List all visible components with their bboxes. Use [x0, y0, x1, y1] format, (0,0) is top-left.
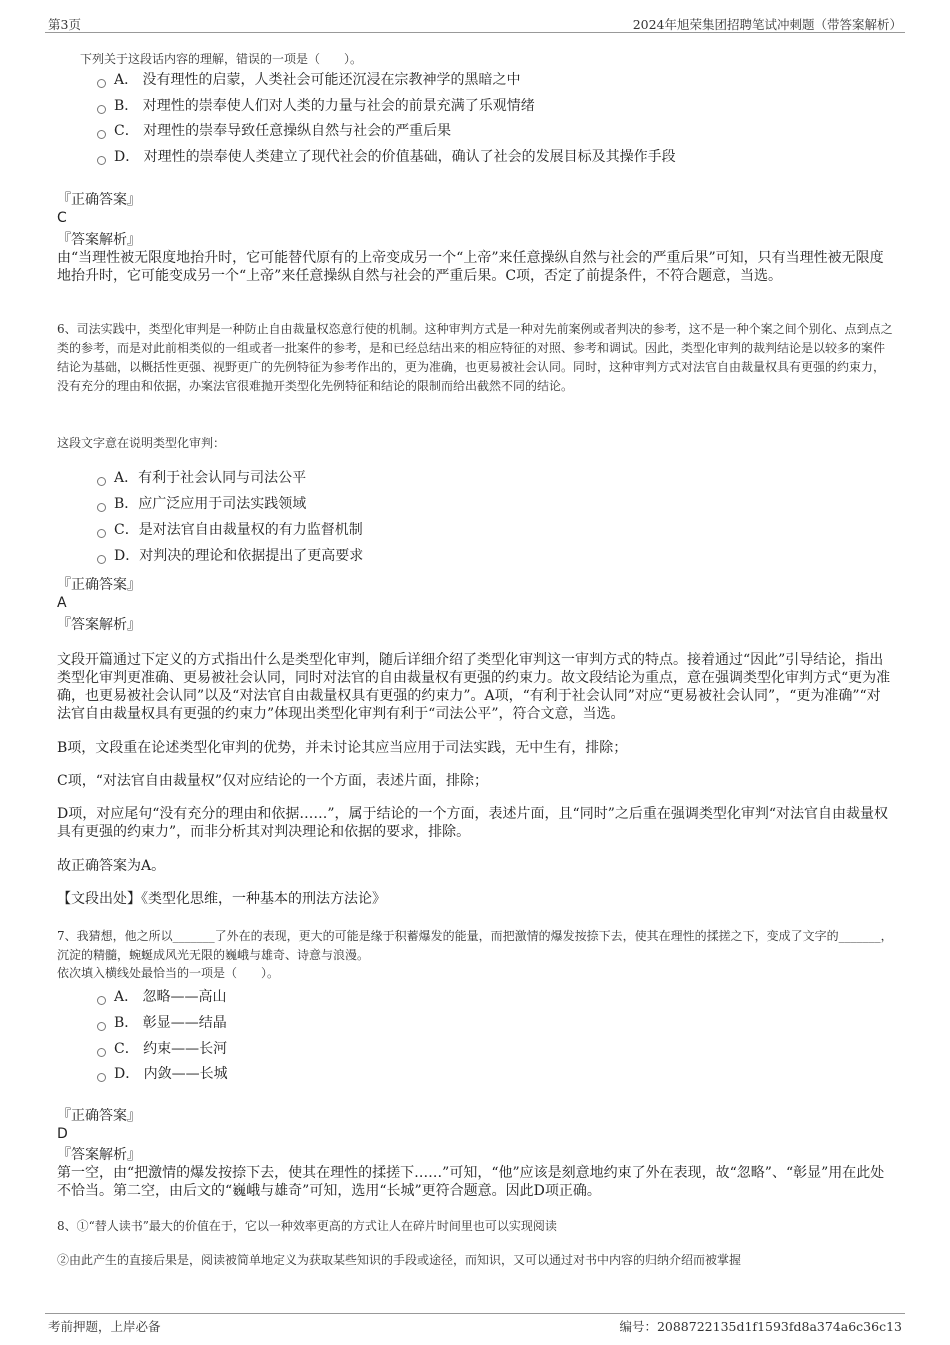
- q5-question: 下列关于这段话内容的理解，错误的一项是（ ）。: [80, 52, 363, 66]
- q6-source: 【文段出处】《类型化思维，一种基本的刑法方法论》: [57, 891, 386, 907]
- q6-answer: A: [57, 595, 67, 611]
- radio-icon[interactable]: [97, 996, 106, 1005]
- page-footer: [45, 1313, 905, 1338]
- q6-analysis-para-1: 文段开篇通过下定义的方式指出什么是类型化审判，随后详细介绍了类型化审判这一审判方式的特点。接着通过“因此”引导结论，指出类型化审判更准确、更易被社会认同，同时对法官的自由裁量权有更强的约束力。故文段结论为重点，意在强调类型化审判方式“更为准确，也更易被社会认同”以及“对法官自由裁量权具有更强的约束力”。A项，“有利于社会认同”对应“更易被社会认同”，“更为准确”“对法官自由裁量权具有更强的约束力”体现出类型化审判有利于“司法公平”，符合文意，当选。: [57, 652, 891, 722]
- q7-analysis-label: 『答案解析』: [57, 1147, 141, 1163]
- page-number: 第3页: [48, 17, 81, 32]
- q6-answer-label: 『正确答案』: [57, 577, 141, 593]
- radio-icon[interactable]: [97, 156, 106, 165]
- q6-analysis-para-2: B项，文段重在论述类型化审判的优势，并未讨论其应当应用于司法实践，无中生有，排除；: [57, 740, 628, 756]
- q5-option-c[interactable]: C． 对理性的崇奉导致任意操纵自然与社会的严重后果: [97, 122, 451, 140]
- q8-line-2: ②由此产生的直接后果是，阅读被简单地定义为获取某些知识的手段或途径，而知识，又可以通过对书中内容的归纳介绍而被掌握: [57, 1253, 742, 1267]
- q5-option-b[interactable]: B． 对理性的崇奉使人们对人类的力量与社会的前景充满了乐观情绪: [97, 97, 535, 115]
- radio-icon[interactable]: [97, 477, 106, 486]
- q5-option-d[interactable]: D． 对理性的崇奉使人类建立了现代社会的价值基础，确认了社会的发展目标及其操作手段: [97, 148, 676, 166]
- q6-option-c[interactable]: C．是对法官自由裁量权的有力监督机制: [97, 521, 363, 539]
- q5-option-a[interactable]: A． 没有理性的启蒙，人类社会可能还沉浸在宗教神学的黑暗之中: [97, 71, 521, 89]
- q7-option-c[interactable]: C． 约束——长河: [97, 1040, 227, 1058]
- q6-option-b[interactable]: B．应广泛应用于司法实践领域: [97, 495, 306, 513]
- radio-icon[interactable]: [97, 555, 106, 564]
- q6-passage: 6、司法实践中，类型化审判是一种防止自由裁量权恣意行使的机制。这种审判方式是一种对先前案例或者判决的参考，这不是一种个案之间个别化、点到点之类的参考，而是对此前相类似的一组或者一批案件的参考，是和已经总结出来的相应特征的对照、参考和调试。因此，类型化审判的裁判结论是以较多的案件结论为基础，以概括性更强、视野更广的先例特征为参考作出的，更为准确，也更易被社会认同。同时，这种审判方式对法官自由裁量权具有更强的约束力，没有充分的理由和依据，办案法官很难抛开类型化先例特征和结论的限制而给出截然不同的结论。: [57, 322, 893, 393]
- radio-icon[interactable]: [97, 1022, 106, 1031]
- q7-answer: D: [57, 1126, 68, 1142]
- q6-option-a[interactable]: A．有利于社会认同与司法公平: [97, 469, 306, 487]
- footer-slogan: 考前押题，上岸必备: [48, 1319, 161, 1334]
- q7-answer-label: 『正确答案』: [57, 1108, 141, 1124]
- q6-option-d[interactable]: D．对判决的理论和依据提出了更高要求: [97, 547, 363, 565]
- q7-option-d[interactable]: D． 内敛——长城: [97, 1065, 228, 1083]
- q6-question: 这段文字意在说明类型化审判：: [57, 436, 226, 450]
- q7-passage: 7、我猜想，他之所以_______了外在的表现，更大的可能是缘于积蓄爆发的能量，而把激情的爆发按捺下去，使其在理性的揉搓之下，变成了文字的_______，沉淀的精髓，蜿蜒成风光无限的巍峨与雄奇、诗意与浪漫。: [57, 929, 893, 962]
- q6-analysis-para-3: C项，“对法官自由裁量权”仅对应结论的一个方面，表述片面，排除；: [57, 773, 489, 789]
- q8-line-1: 8、①“替人读书”最大的价值在于，它以一种效率更高的方式让人在碎片时间里也可以实现阅读: [57, 1219, 557, 1233]
- q5-answer-label: 『正确答案』: [57, 192, 141, 208]
- q5-analysis-label: 『答案解析』: [57, 232, 141, 248]
- q7-option-b[interactable]: B． 彰显——结晶: [97, 1014, 227, 1032]
- q7-question: 依次填入横线处最恰当的一项是（ ）。: [57, 966, 280, 980]
- radio-icon[interactable]: [97, 79, 106, 88]
- q6-analysis-label: 『答案解析』: [57, 617, 141, 633]
- q7-option-a[interactable]: A． 忽略——高山: [97, 988, 227, 1006]
- q5-answer: C: [57, 210, 67, 226]
- radio-icon[interactable]: [97, 503, 106, 512]
- radio-icon[interactable]: [97, 1048, 106, 1057]
- document-title: 2024年旭荣集团招聘笔试冲刺题（带答案解析）: [632, 17, 902, 32]
- radio-icon[interactable]: [97, 130, 106, 139]
- radio-icon[interactable]: [97, 1073, 106, 1082]
- radio-icon[interactable]: [97, 105, 106, 114]
- document-id: 编号：2088722135d1f1593fd8a374a6c36c13: [619, 1319, 902, 1334]
- q5-analysis: 由“当理性被无限度地抬升时，它可能替代原有的上帝变成另一个“上帝”来任意操纵自然与社会的严重后果”可知，只有当理性被无限度地抬升时，它可能变成另一个“上帝”来任意操纵自然与社会的严重后果。C项，否定了前提条件，不符合题意，当选。: [57, 250, 884, 284]
- q7-analysis: 第一空，由“把激情的爆发按捺下去，使其在理性的揉搓下……”可知，“他”应该是刻意地约束了外在表现，故“忽略”、“彰显”用在此处不恰当。第二空，由后文的“巍峨与雄奇”可知，选用“长城”更符合题意。因此D项正确。: [57, 1165, 885, 1199]
- q6-analysis-para-4: D项，对应尾句“没有充分的理由和依据……”，属于结论的一个方面，表述片面，且“同时”之后重在强调类型化审判“对法官自由裁量权具有更强的约束力”，而非分析其对判决理论和依据的要求，排除。: [57, 806, 889, 840]
- radio-icon[interactable]: [97, 529, 106, 538]
- page-header: [45, 12, 905, 33]
- q6-analysis-para-5: 故正确答案为A。: [57, 858, 166, 874]
